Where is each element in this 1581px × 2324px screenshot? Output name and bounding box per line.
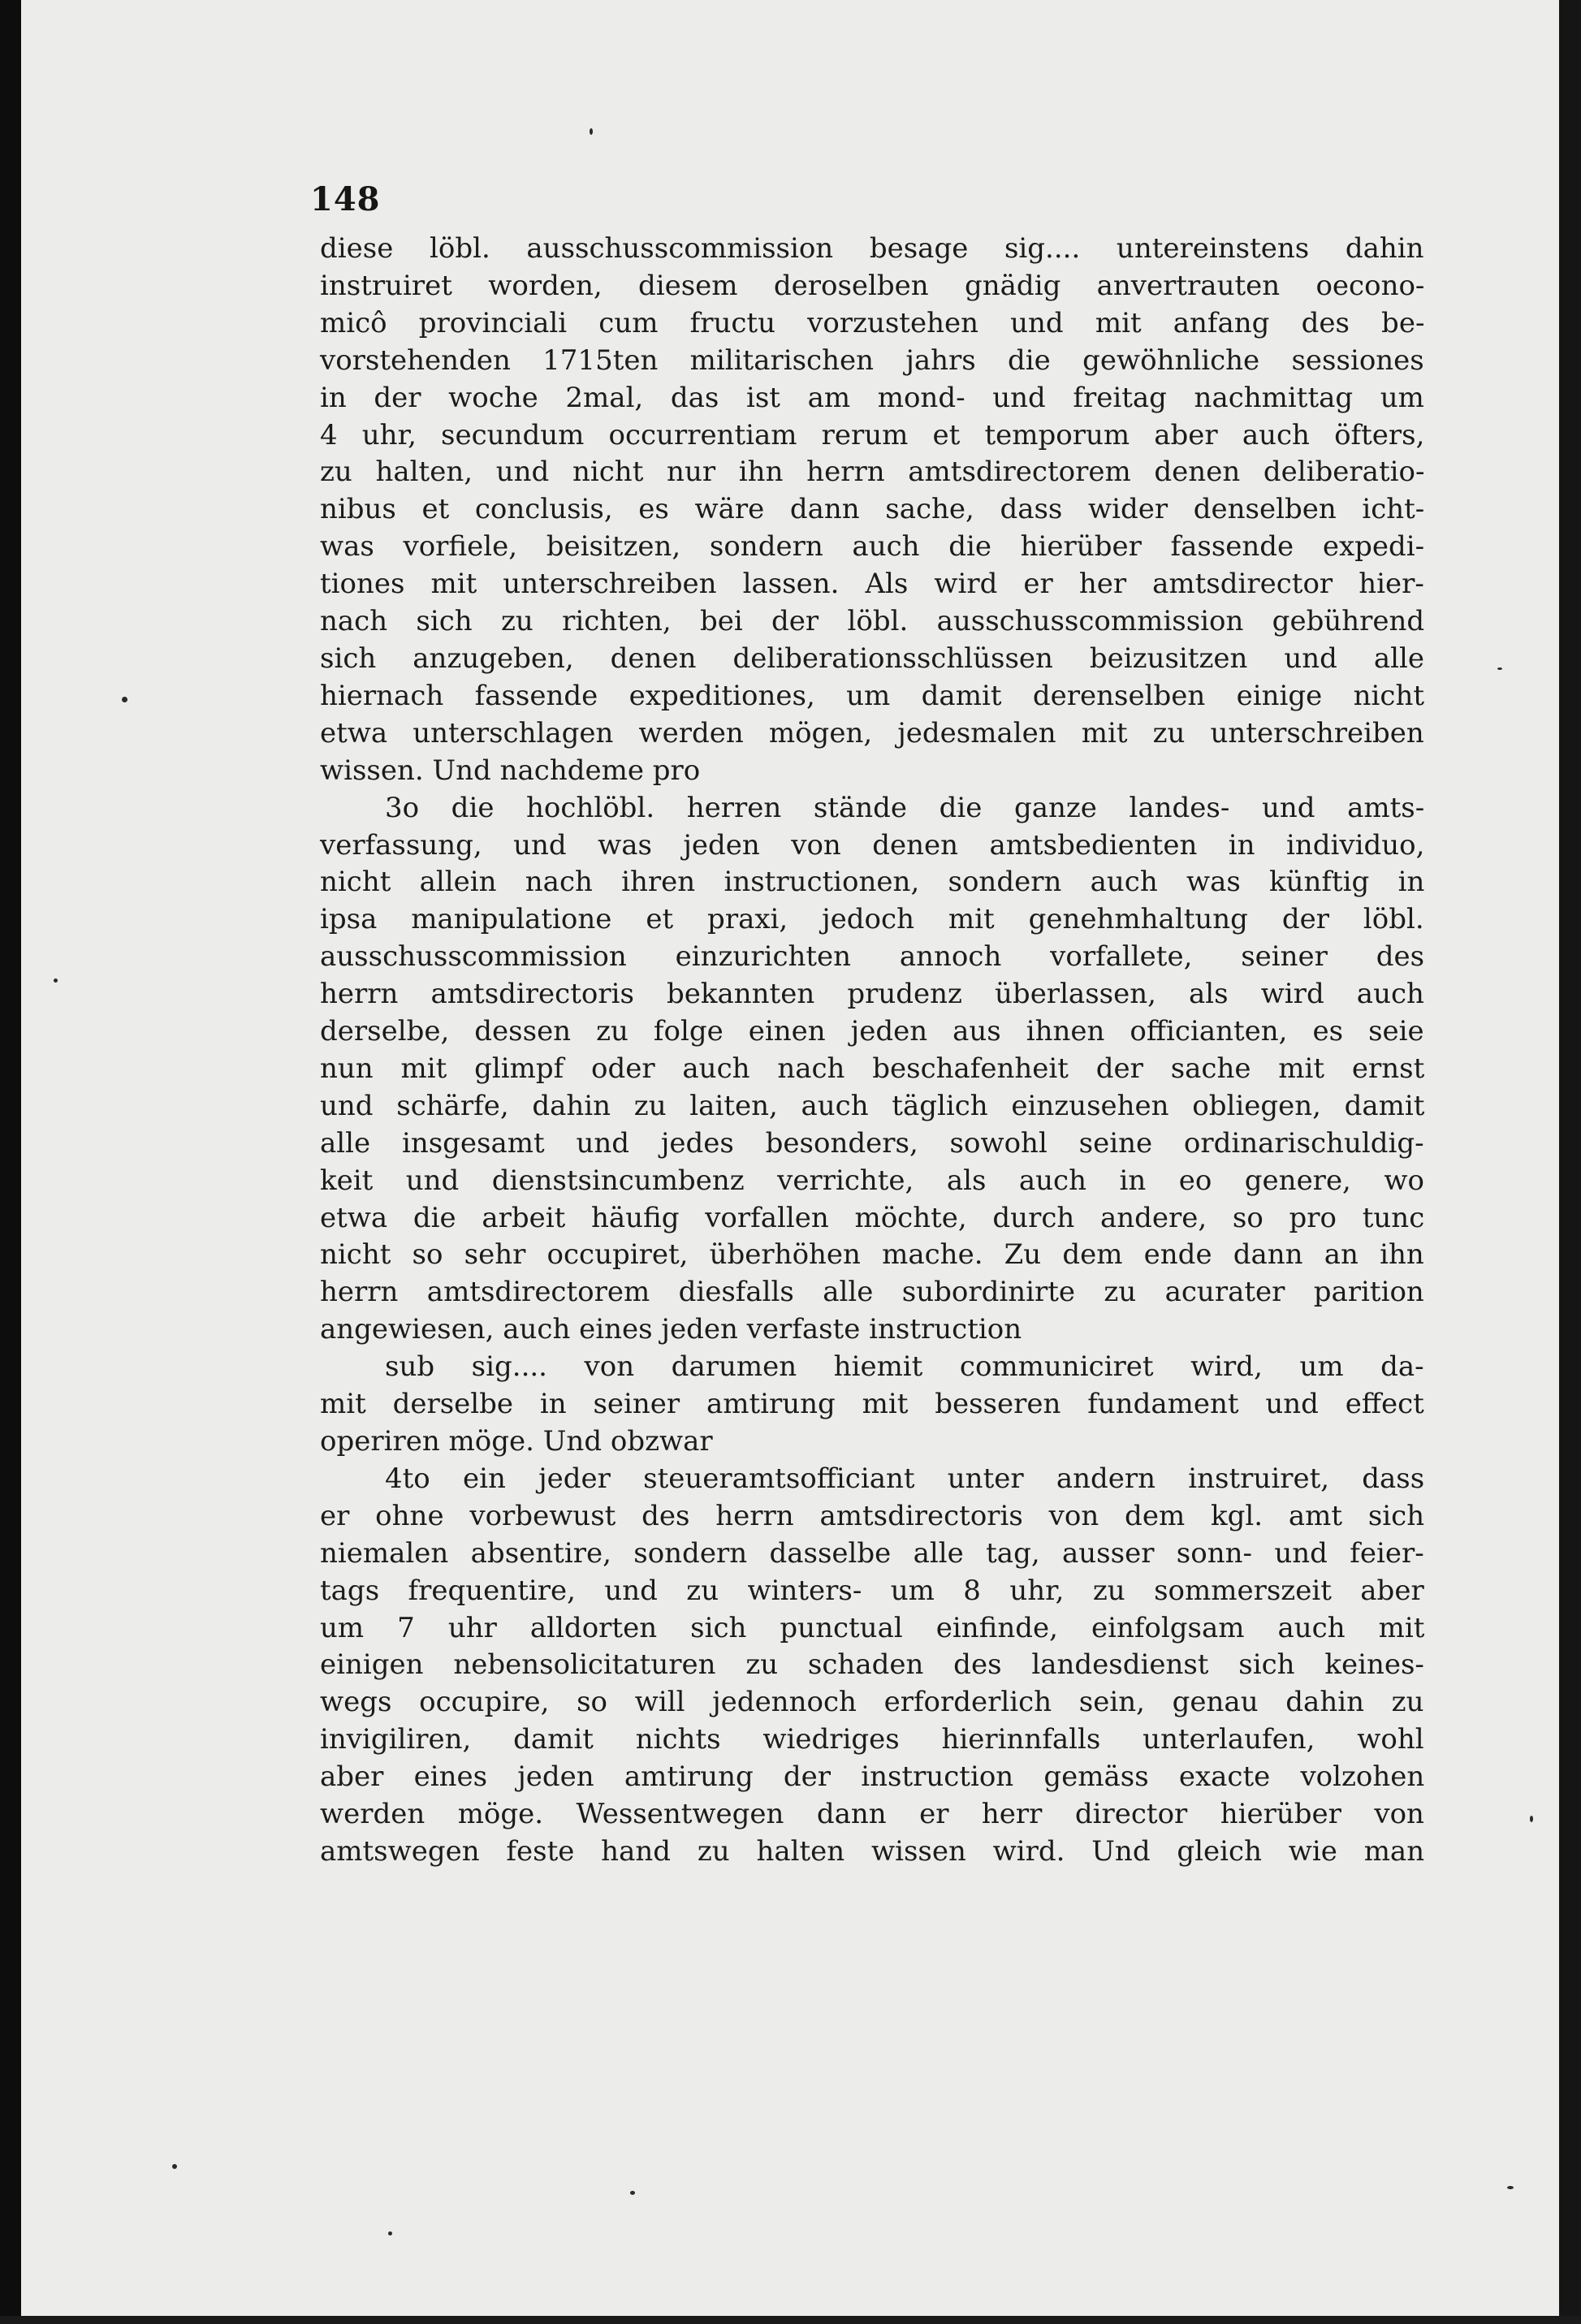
text-line: verfassung, und was jeden von denen amtsbedienten in individuo, [320,828,1425,862]
text-line: nibus et conclusis, es wäre dann sache, dass wider denselben icht- [320,493,1425,526]
text-line: angewiesen, auch eines jeden verfaste instruction [320,1313,1022,1346]
paragraph-start-line: 3o die hochlöbl. herren stände die ganze landes- und amts- [385,791,1425,824]
text-line: keit und dienstsincumbenz verrichte, als auch in eo genere, wo [320,1164,1424,1197]
text-line: nun mit glimpf oder auch nach beschafenheit der sache mit ernst [320,1052,1425,1085]
text-line: werden möge. Wessentwegen dann er herr director hierüber von [320,1798,1424,1831]
text-line: herrn amtsdirectoris bekannten prudenz überlassen, als wird auch [320,978,1424,1011]
text-line: nicht so sehr occupiret, überhöhen mache. Zu dem ende dann an ihn [320,1238,1424,1272]
text-line: nicht allein nach ihren instructionen, sondern auch was künftig in [320,866,1425,899]
text-line: vorstehenden 1715ten militarischen jahrs die gewöhnliche sessiones [320,343,1424,377]
text-line: 4 uhr, secundum occurrentiam rerum et temporum aber auch öfters, [320,418,1425,451]
text-line: tiones mit unterschreiben lassen. Als wird er her amtsdirector hier- [320,568,1424,601]
text-line: zu halten, und nicht nur ihn herrn amtsdirectorem denen deliberatio- [320,456,1425,489]
text-line: mit derselbe in seiner amtirung mit besseren fundament und effect [320,1388,1424,1421]
scan-border-right [1559,0,1581,2324]
text-line: micô provinciali cum fructu vorzustehen und mit anfang des be- [320,306,1425,339]
text-line: er ohne vorbewust des herrn amtsdirectoris von dem kgl. amt sich [320,1499,1425,1532]
paragraph-start-line: sub sig.... von darumen hiemit communiciret wird, um da- [385,1350,1424,1384]
text-line: operiren möge. Und obzwar [320,1425,713,1458]
text-line: alle insgesamt und jedes besonders, sowohl seine ordinarischuldig- [320,1126,1424,1160]
text-line: nach sich zu richten, bei der löbl. ausschusscommission gebührend [320,605,1425,638]
text-line: wissen. Und nachdeme pro [320,754,701,787]
text-line: wegs occupire, so will jedennoch erforderlich sein, genau dahin zu [320,1686,1424,1719]
text-line: etwa die arbeit häufig vorfallen möchte, durch andere, so pro tunc [320,1201,1425,1234]
body-text [320,231,1424,1871]
text-line: ipsa manipulatione et praxi, jedoch mit genehmhaltung der löbl. [320,903,1424,936]
text-line: etwa unterschlagen werden mögen, jedesmalen mit zu unterschreiben [320,716,1424,749]
scan-border-bottom [0,2316,1581,2324]
text-line: diese löbl. ausschusscommission besage sig.... untereinstens dahin [320,232,1424,265]
paragraph-start-line: 4to ein jeder steueramtsofficiant unter andern instruiret, dass [385,1462,1425,1495]
text-line: invigiliren, damit nichts wiedriges hierinnfalls unterlaufen, wohl [320,1723,1424,1756]
text-line: einigen nebensolicitaturen zu schaden des landesdienst sich keines- [320,1648,1424,1682]
text-line: tags frequentire, und zu winters- um 8 uhr, zu sommerszeit aber [320,1574,1424,1607]
text-line: was vorfiele, beisitzen, sondern auch die hierüber fassende expedi- [320,530,1425,564]
text-line: aber eines jeden amtirung der instruction gemäss exacte volzohen [320,1760,1425,1794]
text-line: ausschusscommission einzurichten annoch vorfallete, seiner des [320,940,1425,974]
text-line: sich anzugeben, denen deliberationsschlüssen beizusitzen und alle [320,641,1425,675]
text-line: herrn amtsdirectorem diesfalls alle subordinirte zu acurater parition [320,1276,1424,1309]
text-line: um 7 uhr alldorten sich punctual einfinde, einfolgsam auch mit [320,1611,1425,1644]
text-line: in der woche 2mal, das ist am mond- und freitag nachmittag um [320,381,1424,414]
page-number: 148 [310,180,381,218]
text-line: hiernach fassende expeditiones, um damit derenselben einige nicht [320,679,1425,712]
text-line: niemalen absentire, sondern dasselbe alle tag, ausser sonn- und feier- [320,1536,1424,1570]
text-line: derselbe, dessen zu folge einen jeden aus ihnen officianten, es seie [320,1015,1424,1048]
text-line: instruiret worden, diesem deroselben gnädig anvertrauten oecono- [320,269,1425,302]
text-line: und schärfe, dahin zu laiten, auch täglich einzusehen obliegen, damit [320,1089,1425,1122]
text-line: amtswegen feste hand zu halten wissen wird. Und gleich wie man [320,1834,1425,1868]
